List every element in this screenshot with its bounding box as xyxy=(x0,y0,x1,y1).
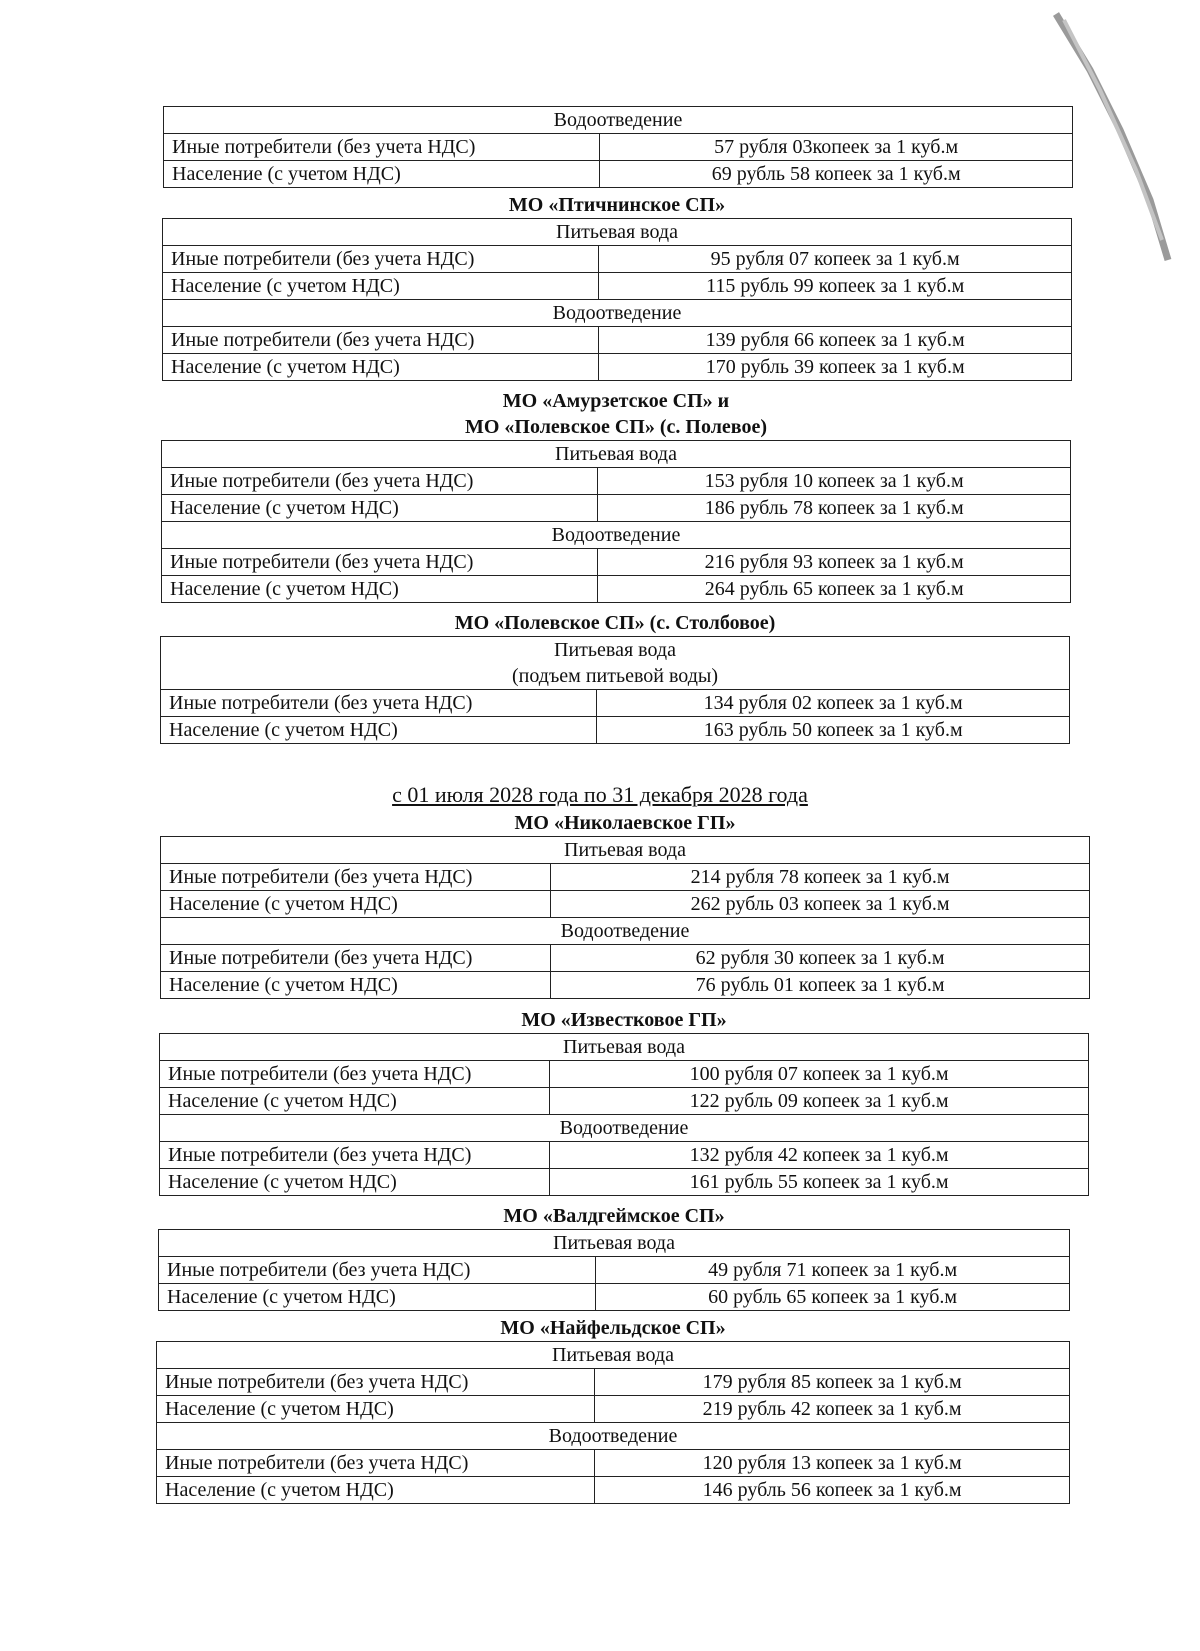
table-row xyxy=(161,972,1090,999)
category-row xyxy=(164,107,1073,134)
category-row xyxy=(157,1423,1070,1450)
table-row xyxy=(163,354,1072,381)
tariff-value: 76 рубль 01 копеек за 1 куб.м xyxy=(551,972,1090,999)
section-title: МО «Птичнинское СП» xyxy=(508,194,726,216)
tariff-table xyxy=(158,1229,1070,1311)
consumer-label: Иные потребители (без учета НДС) xyxy=(161,864,551,891)
consumer-label: Иные потребители (без учета НДС) xyxy=(157,1450,595,1477)
category-label: Питьевая вода xyxy=(160,1034,1089,1061)
tariff-value: 132 рубля 42 копеек за 1 куб.м xyxy=(550,1142,1089,1169)
tariff-value: 62 рубля 30 копеек за 1 куб.м xyxy=(551,945,1090,972)
consumer-label: Иные потребители (без учета НДС) xyxy=(162,468,598,495)
section-title: МО «Найфельдское СП» xyxy=(500,1317,726,1339)
consumer-label: Иные потребители (без учета НДС) xyxy=(160,1061,550,1088)
fragment-section xyxy=(163,106,1073,188)
tariff-value: 163 рубль 50 копеек за 1 куб.м xyxy=(597,717,1070,744)
table-row xyxy=(164,161,1073,188)
municipality-section xyxy=(162,192,1072,381)
tariff-value: 186 рубль 78 копеек за 1 куб.м xyxy=(598,495,1071,522)
category-label: Питьевая вода xyxy=(163,219,1072,246)
municipality-section xyxy=(158,1203,1070,1311)
tariff-value: 161 рубль 55 копеек за 1 куб.м xyxy=(550,1169,1089,1196)
tariff-value: 262 рубль 03 копеек за 1 куб.м xyxy=(551,891,1090,918)
table-row xyxy=(160,1061,1089,1088)
table-row xyxy=(162,576,1071,603)
consumer-label: Население (с учетом НДС) xyxy=(164,161,600,188)
category-row xyxy=(162,441,1071,468)
tariff-value: 214 рубля 78 копеек за 1 куб.м xyxy=(551,864,1090,891)
category-row xyxy=(161,918,1090,945)
category-label: Питьевая вода xyxy=(162,441,1071,468)
consumer-label: Население (с учетом НДС) xyxy=(161,891,551,918)
section-title: МО «Полевское СП» (с. Столбовое) xyxy=(454,612,776,634)
consumer-label: Население (с учетом НДС) xyxy=(160,1169,550,1196)
category-row xyxy=(160,1034,1089,1061)
tariff-table xyxy=(160,636,1070,744)
tariff-table xyxy=(159,1033,1089,1196)
category-label: (подъем питьевой воды) xyxy=(161,663,1070,690)
table-row xyxy=(161,717,1070,744)
table-row xyxy=(161,945,1090,972)
tariff-table xyxy=(161,440,1071,603)
category-row xyxy=(161,663,1070,690)
category-row xyxy=(163,300,1072,327)
category-row xyxy=(163,219,1072,246)
consumer-label: Иные потребители (без учета НДС) xyxy=(160,1142,550,1169)
consumer-label: Иные потребители (без учета НДС) xyxy=(161,945,551,972)
table-row xyxy=(159,1257,1070,1284)
consumer-label: Иные потребители (без учета НДС) xyxy=(163,246,599,273)
table-row xyxy=(160,1142,1089,1169)
category-row xyxy=(157,1342,1070,1369)
table-row xyxy=(163,327,1072,354)
table-row xyxy=(159,1284,1070,1311)
category-row xyxy=(160,1115,1089,1142)
category-label: Водоотведение xyxy=(157,1423,1070,1450)
table-row xyxy=(162,468,1071,495)
table-row xyxy=(161,690,1070,717)
table-row xyxy=(162,549,1071,576)
table-row xyxy=(157,1369,1070,1396)
category-label: Водоотведение xyxy=(161,918,1090,945)
tariff-value: 57 рубля 03копеек за 1 куб.м xyxy=(600,134,1073,161)
table-row xyxy=(163,273,1072,300)
category-label: Водоотведение xyxy=(164,107,1073,134)
consumer-label: Иные потребители (без учета НДС) xyxy=(164,134,600,161)
tariff-value: 69 рубль 58 копеек за 1 куб.м xyxy=(600,161,1073,188)
category-label: Питьевая вода xyxy=(161,637,1070,664)
tariff-value: 139 рубля 66 копеек за 1 куб.м xyxy=(599,327,1072,354)
tariff-value: 146 рубль 56 копеек за 1 куб.м xyxy=(595,1477,1070,1504)
table-row xyxy=(164,134,1073,161)
tariff-value: 100 рубля 07 копеек за 1 куб.м xyxy=(550,1061,1089,1088)
tariff-value: 60 рубль 65 копеек за 1 куб.м xyxy=(596,1284,1070,1311)
section-title: МО «Николаевское ГП» xyxy=(514,812,736,834)
category-row xyxy=(159,1230,1070,1257)
category-label: Питьевая вода xyxy=(159,1230,1070,1257)
category-label: Водоотведение xyxy=(163,300,1072,327)
section-title: МО «Валдгеймское СП» xyxy=(503,1205,725,1227)
category-row xyxy=(161,837,1090,864)
period-heading: с 01 июля 2028 года по 31 декабря 2028 года xyxy=(392,782,808,807)
table-row xyxy=(157,1396,1070,1423)
table-row xyxy=(161,864,1090,891)
table-row xyxy=(163,246,1072,273)
table-row xyxy=(161,891,1090,918)
table-row xyxy=(160,1088,1089,1115)
municipality-section xyxy=(160,810,1090,999)
consumer-label: Население (с учетом НДС) xyxy=(162,576,598,603)
tariff-value: 264 рубль 65 копеек за 1 куб.м xyxy=(598,576,1071,603)
table-row xyxy=(162,495,1071,522)
category-label: Водоотведение xyxy=(162,522,1071,549)
tariff-value: 216 рубля 93 копеек за 1 куб.м xyxy=(598,549,1071,576)
category-label: Питьевая вода xyxy=(157,1342,1070,1369)
consumer-label: Население (с учетом НДС) xyxy=(160,1088,550,1115)
consumer-label: Иные потребители (без учета НДС) xyxy=(159,1257,596,1284)
consumer-label: Население (с учетом НДС) xyxy=(161,717,597,744)
tariff-value: 219 рубль 42 копеек за 1 куб.м xyxy=(595,1396,1070,1423)
tariff-value: 120 рубля 13 копеек за 1 куб.м xyxy=(595,1450,1070,1477)
tariff-table xyxy=(160,836,1090,999)
table-row xyxy=(157,1477,1070,1504)
tariff-value: 134 рубля 02 копеек за 1 куб.м xyxy=(597,690,1070,717)
tariff-value: 153 рубля 10 копеек за 1 куб.м xyxy=(598,468,1071,495)
consumer-label: Иные потребители (без учета НДС) xyxy=(163,327,599,354)
category-row xyxy=(161,637,1070,664)
tariff-value: 49 рубля 71 копеек за 1 куб.м xyxy=(596,1257,1070,1284)
municipality-section xyxy=(156,1315,1070,1504)
section-title: МО «Полевское СП» (с. Полевое) xyxy=(464,416,767,438)
category-row xyxy=(162,522,1071,549)
section-title: МО «Амурзетское СП» и xyxy=(502,390,730,412)
municipality-section xyxy=(160,610,1070,744)
municipality-section xyxy=(159,1007,1089,1196)
consumer-label: Население (с учетом НДС) xyxy=(159,1284,596,1311)
consumer-label: Население (с учетом НДС) xyxy=(157,1396,595,1423)
tariff-value: 122 рубль 09 копеек за 1 куб.м xyxy=(550,1088,1089,1115)
tariff-value: 95 рубля 07 копеек за 1 куб.м xyxy=(599,246,1072,273)
consumer-label: Население (с учетом НДС) xyxy=(157,1477,595,1504)
category-label: Водоотведение xyxy=(160,1115,1089,1142)
section-title: МО «Известковое ГП» xyxy=(521,1009,727,1031)
tariff-value: 170 рубль 39 копеек за 1 куб.м xyxy=(599,354,1072,381)
tariff-table xyxy=(163,106,1073,188)
consumer-label: Население (с учетом НДС) xyxy=(163,354,599,381)
tariff-table xyxy=(156,1341,1070,1504)
consumer-label: Иные потребители (без учета НДС) xyxy=(157,1369,595,1396)
consumer-label: Население (с учетом НДС) xyxy=(162,495,598,522)
consumer-label: Иные потребители (без учета НДС) xyxy=(162,549,598,576)
table-row xyxy=(160,1169,1089,1196)
tariff-value: 115 рубль 99 копеек за 1 куб.м xyxy=(599,273,1072,300)
tariff-table xyxy=(162,218,1072,381)
consumer-label: Население (с учетом НДС) xyxy=(163,273,599,300)
municipality-section xyxy=(161,388,1071,603)
consumer-label: Население (с учетом НДС) xyxy=(161,972,551,999)
tariff-value: 179 рубля 85 копеек за 1 куб.м xyxy=(595,1369,1070,1396)
category-label: Питьевая вода xyxy=(161,837,1090,864)
table-row xyxy=(157,1450,1070,1477)
consumer-label: Иные потребители (без учета НДС) xyxy=(161,690,597,717)
